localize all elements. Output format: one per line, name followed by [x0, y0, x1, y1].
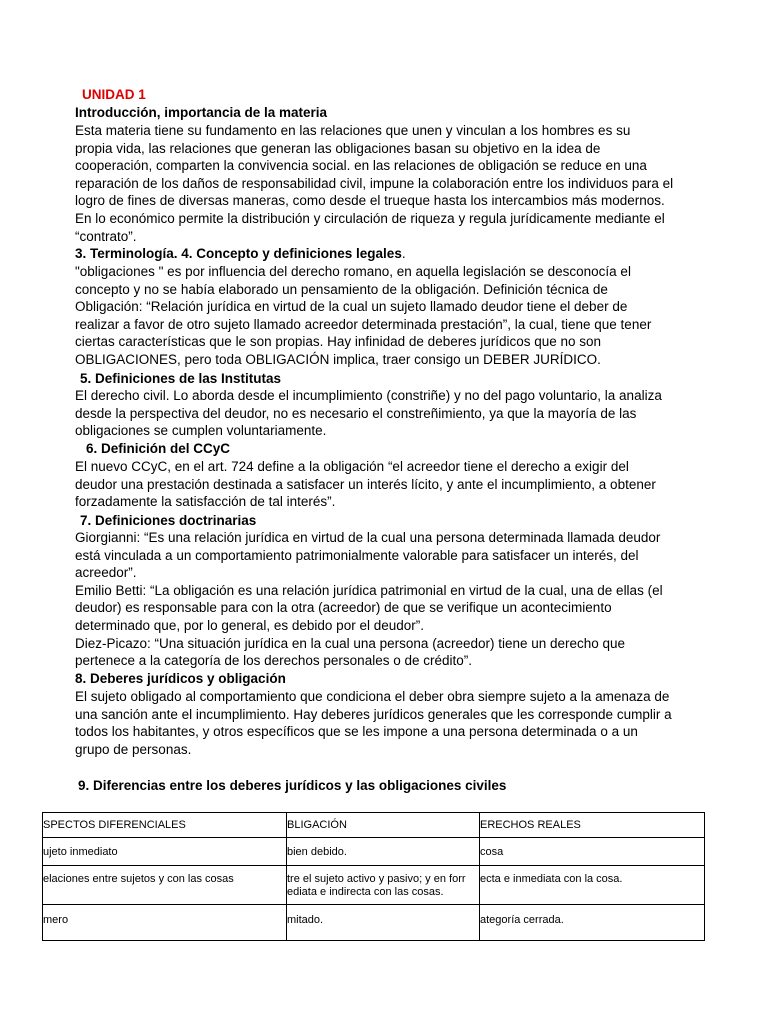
- table-cell: cosa: [480, 838, 705, 866]
- paragraph-line: está vinculada a un comportamiento patrimonialmente valorable para satisfacer un interés, del: [75, 547, 639, 563]
- table-cell: mitado.: [287, 905, 480, 941]
- paragraph-line: En lo económico permite la distribución y circulación de riqueza y regula jurídicamente mediante el: [75, 211, 665, 226]
- table-cell: bien debido.: [287, 838, 480, 866]
- paragraph-line: “contrato”.: [75, 228, 137, 244]
- paragraph-line: El derecho civil. Lo aborda desde el incumplimiento (constriñe) y no del pago voluntario, la analiza: [75, 388, 662, 403]
- table-cell: elaciones entre sujetos y con las cosas: [43, 866, 287, 905]
- table-cell: BLIGACIÓN: [287, 813, 480, 838]
- table-cell: SPECTOS DIFERENCIALES: [43, 813, 287, 838]
- table-cell: ujeto inmediato: [43, 838, 287, 866]
- section-8-title: 8. Deberes jurídicos y obligación: [75, 671, 286, 686]
- paragraph-line: concepto y no se había elaborado un pensamiento de la obligación. Definición técnica de: [75, 281, 608, 297]
- paragraph-line: realizar a favor de otro sujeto llamado acreedor determinada prestación”, la cual, tiene que tener: [75, 316, 652, 332]
- table-cell: ategoría cerrada.: [480, 905, 705, 941]
- paragraph-line: "obligaciones " es por influencia del derecho romano, en aquella legislación se desconocía el: [75, 264, 631, 279]
- paragraph-line: OBLIGACIONES, pero toda OBLIGACIÓN implica, traer consigo un DEBER JURÍDICO.: [75, 352, 601, 367]
- section-5-title: 5. Definiciones de las Institutas: [80, 371, 282, 386]
- section-3-title-suffix: .: [401, 246, 406, 261]
- section-7-title: 7. Definiciones doctrinarias: [80, 513, 257, 528]
- table-cell: ERECHOS REALES: [480, 813, 705, 838]
- paragraph-line: una sanción ante el incumplimiento. Hay deberes jurídicos generales que les corresponde cumplir a: [75, 706, 672, 722]
- differences-table: [42, 812, 705, 941]
- paragraph-line: reparación de los daños de responsabilidad civil, impune la colaboración entre los individuos para el: [75, 175, 674, 191]
- paragraph-line: El sujeto obligado al comportamiento que condiciona el deber obra siempre sujeto a la amenaza de: [75, 689, 670, 704]
- intro-section-title: Introducción, importancia de la materia: [75, 105, 328, 120]
- paragraph-line: cooperación, comparten la convivencia social. en las relaciones de obligación se reduce en una: [75, 158, 647, 174]
- paragraph-line: deudor) es responsable para con la otra (acreedor) de que se verifique un acontecimiento: [75, 600, 612, 616]
- paragraph-line: grupo de personas.: [75, 741, 192, 757]
- table-row: [43, 813, 705, 838]
- paragraph-line: todos los habitantes, y otros específicos que se les impone a una persona determinada o a un: [75, 724, 638, 740]
- paragraph-line: ciertas características que le son propias. Hay infinidad de deberes jurídicos que no son: [75, 334, 602, 350]
- paragraph-line: acreedor”.: [75, 565, 137, 581]
- paragraph-line: propia vida, las relaciones que generan las obligaciones basan su objetivo en la idea de: [75, 140, 601, 156]
- paragraph-line: Emilio Betti: “La obligación es una relación jurídica patrimonial en virtud de la cual, una de ellas (el: [75, 582, 663, 598]
- paragraph-line: Esta materia tiene su fundamento en las relaciones que unen y vinculan a los hombres es su: [75, 123, 631, 138]
- table-row: [43, 838, 705, 866]
- paragraph-line: desde la perspectiva del deudor, no es necesario el constreñimiento, ya que la mayoría de las: [75, 405, 637, 421]
- paragraph-line: Diez-Picazo: “Una situación jurídica en la cual una persona (acreedor) tiene un derecho que: [75, 635, 626, 651]
- table-cell: ecta e inmediata con la cosa.: [480, 866, 705, 905]
- paragraph-line: obligaciones se cumplen voluntariamente.: [75, 423, 327, 439]
- table-cell-text: tre el sujeto activo y pasivo; y en forr ediata e indirecta con las cosas.: [287, 873, 466, 898]
- section-9-title: 9. Diferencias entre los deberes jurídicos y las obligaciones civiles: [78, 778, 507, 793]
- paragraph-line: forzadamente la satisfacción de tal interés”.: [75, 494, 336, 510]
- table-row: [43, 905, 705, 941]
- paragraph-line: logro de fines de diversas maneras, como desde el trueque hasta los intercambios más modernos.: [75, 193, 665, 209]
- paragraph-line: determinado que, por lo general, es debido por el deudor”.: [75, 618, 424, 633]
- paragraph-line: deudor una prestación destinada a satisfacer un interés lícito, y ante el incumplimiento, a obtener: [75, 476, 656, 492]
- section-6-title: 6. Definición del CCyC: [86, 441, 231, 456]
- paragraph-line: pertenece a la categoría de los derechos personales o de crédito”.: [75, 653, 472, 669]
- section-3-heading: [75, 245, 406, 263]
- paragraph-line: El nuevo CCyC, en el art. 724 define a la obligación “el acreedor tiene el derecho a exigir del: [75, 459, 629, 474]
- table-cell: mero: [43, 905, 287, 941]
- table-cell: [287, 866, 480, 905]
- table-row: [43, 866, 705, 905]
- unit-heading: UNIDAD 1: [82, 87, 146, 102]
- section-3-title: 3. Terminología. 4. Concepto y definiciones legales: [75, 246, 402, 261]
- paragraph-line: Giorgianni: “Es una relación jurídica en virtud de la cual una persona determinada llamada deudor: [75, 530, 661, 545]
- paragraph-line: Obligación: “Relación jurídica en virtud de la cual un sujeto llamado deudor tiene el deber de: [75, 299, 628, 315]
